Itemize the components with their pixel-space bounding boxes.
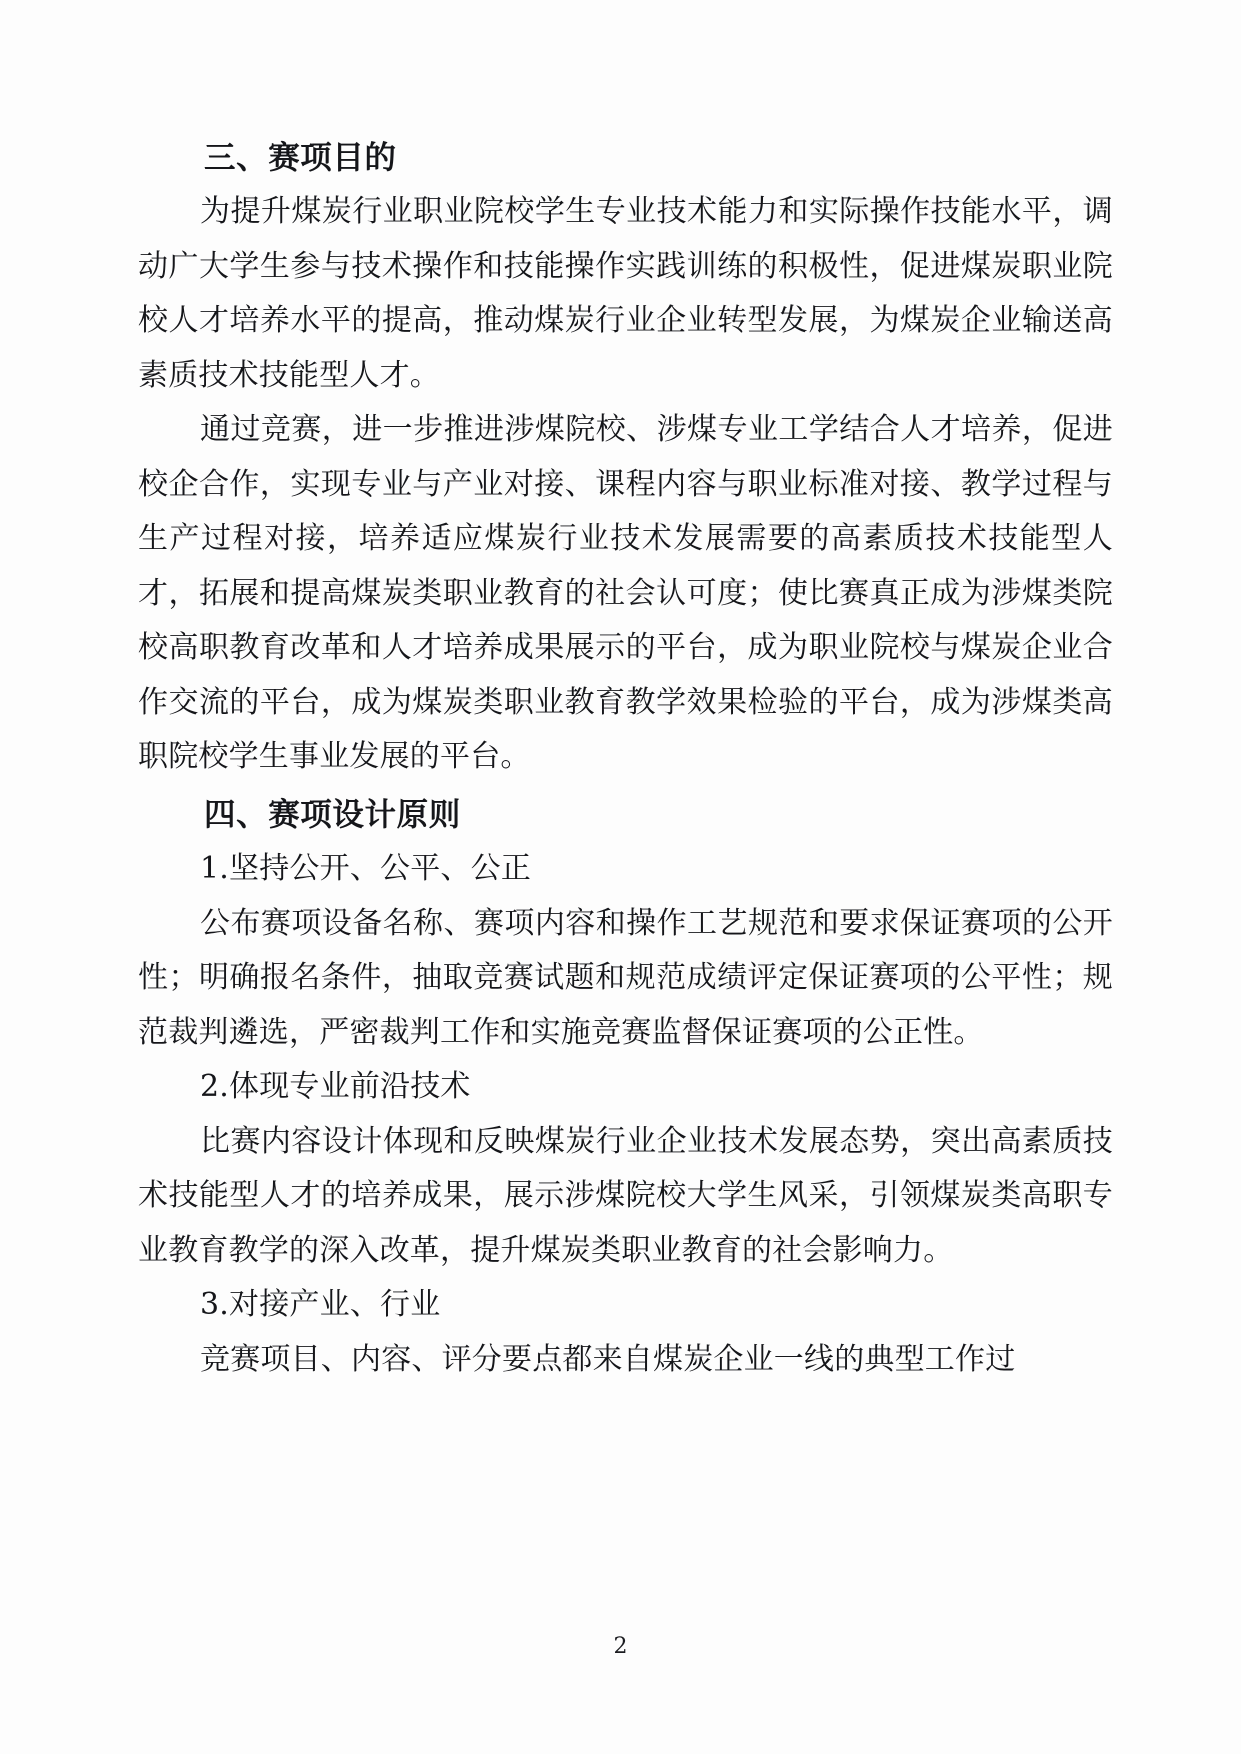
paragraph-principle-3: 竞赛项目、内容、评分要点都来自煤炭企业一线的典型工作过 <box>200 1341 1016 1377</box>
page-content-area <box>138 128 1113 1387</box>
paragraph-purpose-1: 为提升煤炭行业职业院校学生专业技术能力和实际操作技能水平，调动广大学生参与技术操作和技能操作实践训练的积极性，促进煤炭职业院校人才培养水平的提高，推动煤炭行业企业转型发展，为煤炭企业输送高素质技术技能型人才。 <box>138 194 1113 393</box>
subheading-principle-2: 2.体现专业前沿技术 <box>200 1069 471 1104</box>
section-heading-three: 三、赛项目的 <box>204 139 397 176</box>
subheading-principle-1: 1.坚持公开、公平、公正 <box>200 851 532 886</box>
paragraph-principle-2: 比赛内容设计体现和反映煤炭行业企业技术发展态势，突出高素质技术技能型人才的培养成果，展示涉煤院校大学生风采，引领煤炭类高职专业教育教学的深入改革，提升煤炭类职业教育的社会影响力。 <box>138 1123 1113 1268</box>
section-heading-four: 四、赛项设计原则 <box>204 795 461 833</box>
paragraph-purpose-2: 通过竞赛，进一步推进涉煤院校、涉煤专业工学结合人才培养，促进校企合作，实现专业与产业对接、课程内容与职业标准对接、教学过程与生产过程对接，培养适应煤炭行业技术发展需要的高素质技术技能型人才，拓展和提高煤炭类职业教育的社会认可度；使比赛真正成为涉煤类院校高职教育改革和人才培养成果展示的平台，成为职业院校与煤炭企业合作交流的平台，成为煤炭类职业教育教学效果检验的平台，成为涉煤类高职院校学生事业发展的平台。 <box>138 412 1113 775</box>
page-number: 2 <box>613 1634 628 1659</box>
subheading-principle-3: 3.对接产业、行业 <box>200 1287 441 1322</box>
paragraph-principle-1: 公布赛项设备名称、赛项内容和操作工艺规范和要求保证赛项的公开性；明确报名条件，抽取竞赛试题和规范成绩评定保证赛项的公平性；规范裁判遴选，严密裁判工作和实施竞赛监督保证赛项的公正性。 <box>138 905 1113 1050</box>
